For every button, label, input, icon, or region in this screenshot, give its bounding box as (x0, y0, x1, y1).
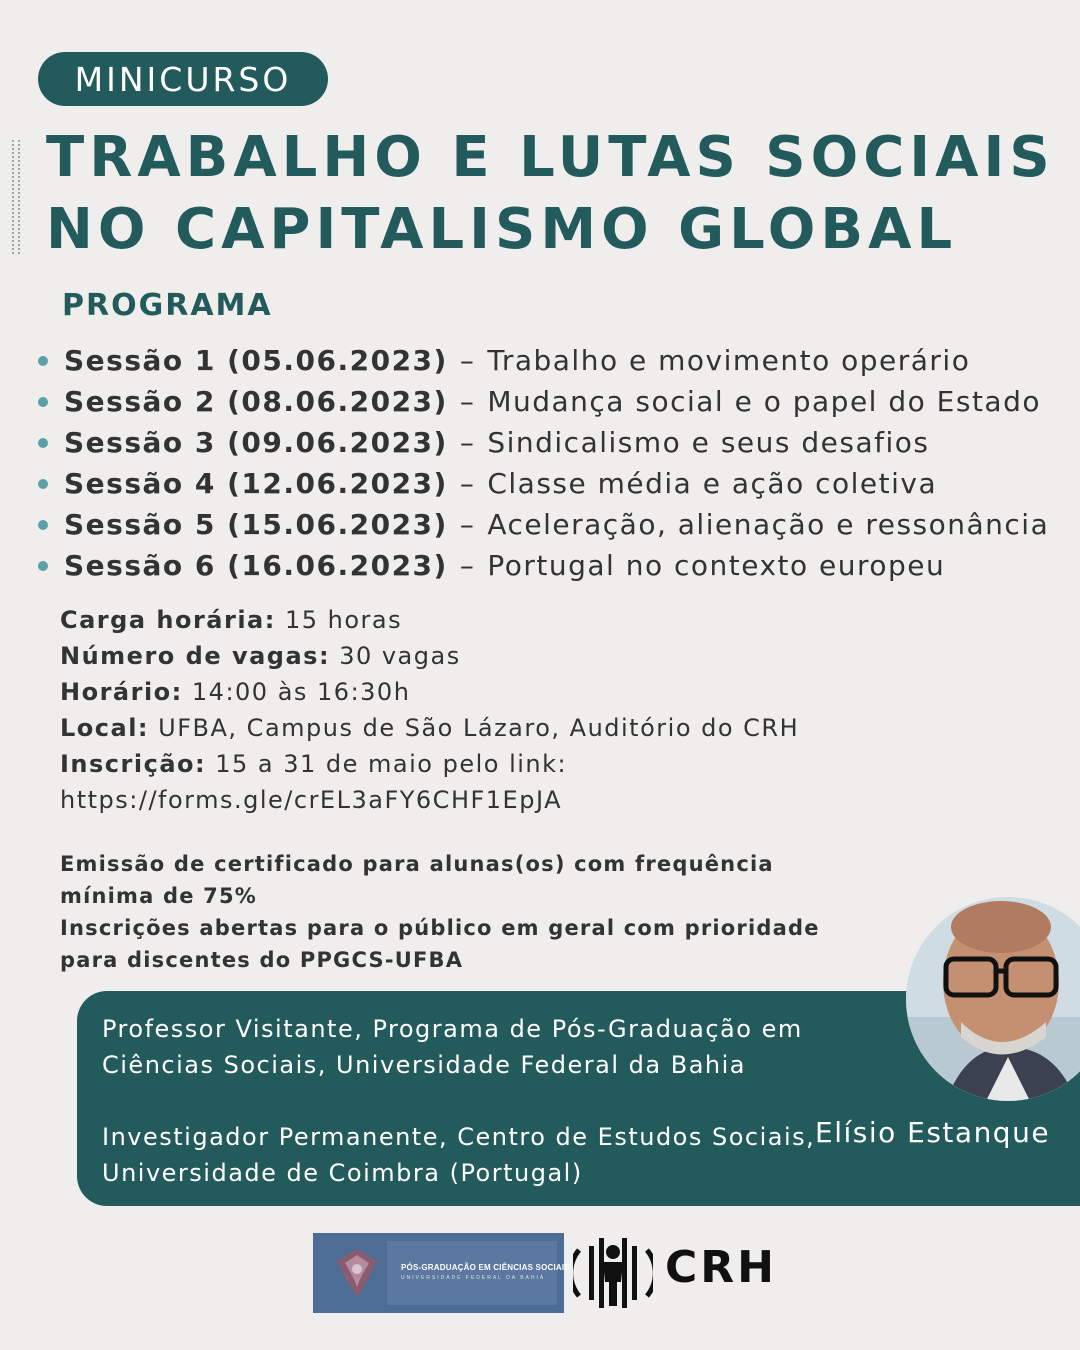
session-label: Sessão 6 (16.06.2023) (64, 549, 448, 582)
registration-link[interactable]: https://forms.gle/crEL3aFY6CHF1EpJA (60, 786, 563, 814)
bullet-icon (38, 356, 48, 366)
ppgcs-logo-panel (387, 1241, 557, 1305)
info-value: 15 horas (284, 606, 403, 634)
session-item (38, 422, 1078, 463)
info-value: 15 a 31 de maio pelo link: (215, 750, 568, 778)
certificate-note: Emissão de certificado para alunas(os) com frequência mínima de 75% (60, 852, 774, 908)
notes (60, 848, 820, 976)
info-row (60, 638, 799, 674)
session-topic: Portugal no contexto europeu (487, 549, 946, 582)
separator: – (459, 344, 476, 377)
session-topic: Mudança social e o papel do Estado (487, 385, 1041, 418)
info-row (60, 602, 799, 638)
course-info (60, 602, 799, 818)
speaker-name: Elísio Estanque (815, 1116, 1051, 1149)
crh-emblem-icon (573, 1232, 653, 1314)
info-label: Horário: (60, 678, 183, 706)
info-label: Carga horária: (60, 606, 276, 634)
separator: – (459, 385, 476, 418)
ppgcs-logo (313, 1233, 570, 1313)
programa-heading: PROGRAMA (62, 288, 273, 323)
registration-note: Inscrições abertas para o público em geral com prioridade para discentes do PPGCS-UFBA (60, 916, 820, 972)
crh-logo-text: CRH (665, 1242, 777, 1293)
info-value: UFBA, Campus de São Lázaro, Auditório do CRH (158, 714, 800, 742)
session-label: Sessão 2 (08.06.2023) (64, 385, 448, 418)
session-item (38, 463, 1078, 504)
info-value: 14:00 às 16:30h (191, 678, 411, 706)
bullet-icon (38, 479, 48, 489)
ufba-emblem-icon (327, 1241, 387, 1305)
minicurso-badge: MINICURSO (38, 52, 328, 106)
info-label: Inscrição: (60, 750, 207, 778)
session-label: Sessão 4 (12.06.2023) (64, 467, 448, 500)
session-topic: Trabalho e movimento operário (487, 344, 971, 377)
info-value: 30 vagas (339, 642, 461, 670)
session-item (38, 340, 1078, 381)
speaker-affiliation-1: Professor Visitante, Programa de Pós-Graduação em Ciências Sociais, Universidade Federal da Bahia (102, 1015, 803, 1079)
session-label: Sessão 5 (15.06.2023) (64, 508, 448, 541)
title-line-2: NO CAPITALISMO GLOBAL (46, 197, 958, 262)
separator: – (459, 508, 476, 541)
info-label: Local: (60, 714, 150, 742)
speaker-affiliation-2: Investigador Permanente, Centro de Estudos Sociais, Universidade de Coimbra (Portugal) (102, 1123, 816, 1187)
separator: – (459, 549, 476, 582)
session-label: Sessão 3 (09.06.2023) (64, 426, 448, 459)
bullet-icon (38, 520, 48, 530)
info-label: Número de vagas: (60, 642, 331, 670)
info-row (60, 674, 799, 710)
separator: – (459, 467, 476, 500)
course-title (46, 122, 1055, 266)
separator: – (459, 426, 476, 459)
session-topic: Classe média e ação coletiva (487, 467, 938, 500)
session-item (38, 381, 1078, 422)
title-line-1: TRABALHO E LUTAS SOCIAIS (46, 125, 1055, 190)
session-label: Sessão 1 (05.06.2023) (64, 344, 448, 377)
ppgcs-logo-title: PÓS-GRADUAÇÃO EM CIÊNCIAS SOCIAIS (401, 1263, 570, 1272)
bullet-icon (38, 438, 48, 448)
ppgcs-logo-subtitle: UNIVERSIDADE FEDERAL DA BAHIA (401, 1275, 546, 1281)
session-topic: Aceleração, alienação e ressonância (487, 508, 1050, 541)
decorative-dotted-lines (12, 140, 20, 254)
bullet-icon (38, 561, 48, 571)
session-item (38, 504, 1078, 545)
bullet-icon (38, 397, 48, 407)
session-list (38, 340, 1078, 586)
info-row (60, 710, 799, 746)
session-item (38, 545, 1078, 586)
info-row (60, 746, 799, 782)
session-topic: Sindicalismo e seus desafios (487, 426, 930, 459)
